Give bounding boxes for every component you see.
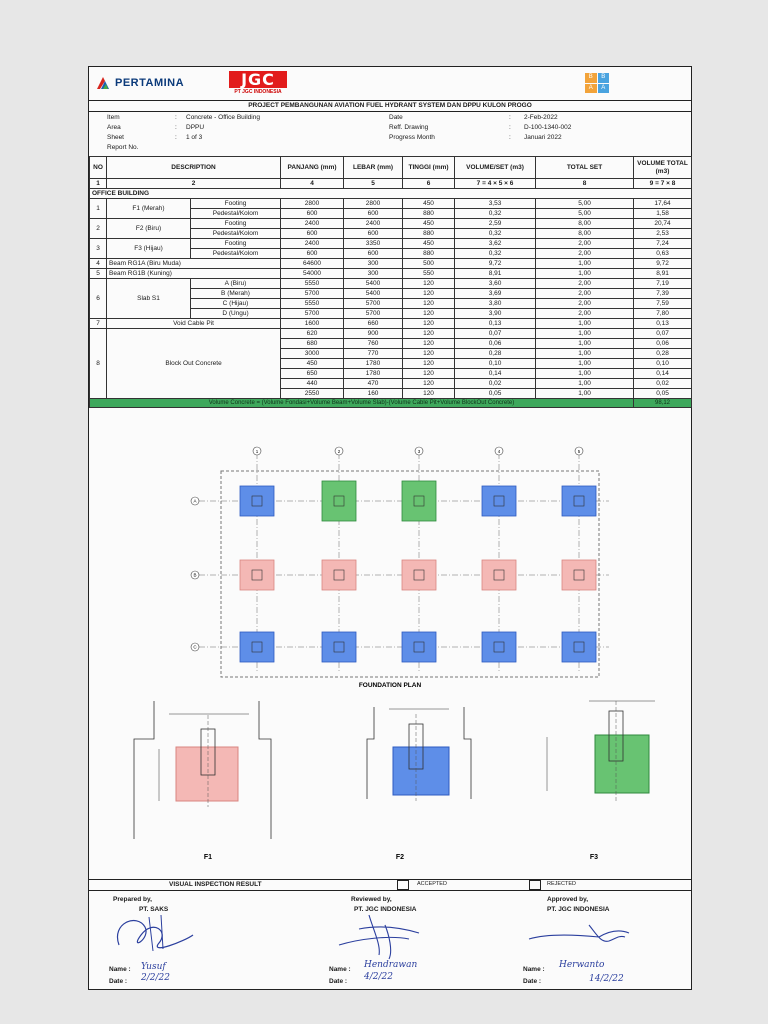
cell-p: 5700: [281, 309, 344, 319]
cell-p: 2400: [281, 219, 344, 229]
cell-vt: 0,10: [634, 359, 692, 369]
cell-name: Void Cable Pit: [107, 319, 281, 329]
num-cell: 7 = 4 × 5 × 6: [455, 179, 536, 189]
cell-p: 5700: [281, 289, 344, 299]
cell-t: 120: [403, 339, 455, 349]
detail-f2: [367, 707, 471, 861]
cell-name: Beam RG1A (Biru Muda): [107, 259, 281, 269]
cell-l: 5400: [344, 279, 403, 289]
cell-s: 1,00: [536, 339, 634, 349]
col-description: DESCRIPTION: [107, 157, 281, 179]
cell-p: 600: [281, 229, 344, 239]
footing-red: [562, 560, 596, 590]
cell-t: 120: [403, 349, 455, 359]
cell-p: 5550: [281, 299, 344, 309]
cell-sub: D (Ungu): [191, 309, 281, 319]
col-tinggi: TINGGI (mm): [403, 157, 455, 179]
accepted-label: ACCEPTED: [417, 881, 447, 887]
cell-p: 3000: [281, 349, 344, 359]
col-lebar: LEBAR (mm): [344, 157, 403, 179]
cell-vt: 0,63: [634, 249, 692, 259]
progress-value: Januari 2022: [524, 134, 562, 141]
cell-s: 8,00: [536, 229, 634, 239]
reviewed-name-label: Name :: [329, 966, 351, 973]
cell-p: 2800: [281, 199, 344, 209]
cell-vt: 7,39: [634, 289, 692, 299]
col-panjang: PANJANG (mm): [281, 157, 344, 179]
reviewed-date: 4/2/22: [364, 972, 393, 982]
f1-footing: [176, 747, 238, 801]
date-label: Date: [389, 114, 403, 121]
cell-name: F3 (Hijau): [107, 239, 191, 259]
cell-v: 2,59: [455, 219, 536, 229]
cell-s: 1,00: [536, 369, 634, 379]
rejected-label: REJECTED: [547, 881, 577, 887]
table-row: [90, 319, 692, 329]
cell-l: 600: [344, 249, 403, 259]
cell-p: 600: [281, 249, 344, 259]
logo-letter: A: [585, 84, 597, 94]
cell-l: 600: [344, 209, 403, 219]
cell-vt: 7,80: [634, 309, 692, 319]
cell-no: 7: [90, 319, 107, 329]
num-cell: 4: [281, 179, 344, 189]
cell-t: 120: [403, 379, 455, 389]
cell-v: 0,32: [455, 209, 536, 219]
col-no: NO: [90, 157, 107, 179]
cell-s: 1,00: [536, 349, 634, 359]
foundation-plan: [191, 447, 609, 677]
prepared-date-label: Date :: [109, 978, 128, 985]
cell-l: 3350: [344, 239, 403, 249]
grid-label: 1: [255, 449, 259, 454]
cell-l: 770: [344, 349, 403, 359]
cell-s: 2,00: [536, 279, 634, 289]
cell-sub: A (Biru): [191, 279, 281, 289]
ground-line: [367, 707, 374, 799]
detail-f3: [547, 701, 655, 861]
progress-label: Progress Month: [389, 134, 435, 141]
cell-no: 2: [90, 219, 107, 239]
cell-p: 450: [281, 359, 344, 369]
reviewed-label: Reviewed by,: [351, 896, 392, 903]
cell-s: 1,00: [536, 319, 634, 329]
cell-vt: 0,07: [634, 329, 692, 339]
cell-p: 680: [281, 339, 344, 349]
section-row: [90, 189, 692, 199]
cell-s: 5,00: [536, 209, 634, 219]
cell-l: 2400: [344, 219, 403, 229]
cell-v: 9,72: [455, 259, 536, 269]
approved-label: Approved by,: [547, 896, 589, 903]
cell-s: 1,00: [536, 379, 634, 389]
col-volume-total-line1: VOLUME TOTAL: [637, 159, 688, 167]
info-block: [89, 112, 691, 156]
cell-sub: Footing: [191, 239, 281, 249]
f3-caption: F3: [589, 854, 599, 861]
cell-s: 2,00: [536, 309, 634, 319]
cell-v: 8,91: [455, 269, 536, 279]
footing-green: [402, 481, 436, 521]
inspection-sheet: [88, 66, 692, 990]
grid-label: 2: [337, 449, 341, 454]
item-value: Concrete - Office Building: [186, 114, 260, 121]
cell-vt: 0,13: [634, 319, 692, 329]
cell-t: 120: [403, 319, 455, 329]
cell-v: 3,69: [455, 289, 536, 299]
cell-vt: 0,02: [634, 379, 692, 389]
cell-t: 120: [403, 389, 455, 399]
f2-footing: [393, 747, 449, 795]
cell-s: 1,00: [536, 259, 634, 269]
cell-vt: 20,74: [634, 219, 692, 229]
grid-label: 5: [577, 449, 581, 454]
ground-line: [134, 701, 154, 839]
cell-v: 0,02: [455, 379, 536, 389]
cell-vt: 2,53: [634, 229, 692, 239]
cell-t: 450: [403, 199, 455, 209]
cell-s: 5,00: [536, 199, 634, 209]
sheet-label: Sheet: [107, 134, 124, 141]
plan-caption: FOUNDATION PLAN: [358, 682, 422, 689]
num-cell: 2: [107, 179, 281, 189]
cell-vt: 7,19: [634, 279, 692, 289]
cell-s: 1,00: [536, 329, 634, 339]
visual-inspection-row: [89, 879, 691, 891]
prepared-name-label: Name :: [109, 966, 131, 973]
footing-red: [482, 560, 516, 590]
col-volume-set: VOLUME/SET (m3): [455, 157, 536, 179]
cell-l: 5700: [344, 309, 403, 319]
cell-t: 120: [403, 369, 455, 379]
cell-l: 5700: [344, 299, 403, 309]
cell-v: 3,62: [455, 239, 536, 249]
signature-scribbles: [89, 905, 691, 965]
inspection-label: VISUAL INSPECTION RESULT: [169, 881, 262, 888]
cell-t: 450: [403, 239, 455, 249]
colon: :: [509, 114, 511, 121]
jgc-logo: [229, 71, 287, 97]
cell-s: 2,00: [536, 239, 634, 249]
cell-vt: 8,91: [634, 269, 692, 279]
approved-name-label: Name :: [523, 966, 545, 973]
cell-p: 54000: [281, 269, 344, 279]
col-total-set: TOTAL SET: [536, 157, 634, 179]
num-cell: 9 = 7 × 8: [634, 179, 692, 189]
prepared-signature: [149, 915, 163, 951]
cell-l: 160: [344, 389, 403, 399]
jgc-subtitle: PT JGC INDONESIA: [234, 89, 282, 95]
footing-blue: [402, 632, 436, 662]
footing-blue: [562, 632, 596, 662]
cell-sub: B (Merah): [191, 289, 281, 299]
table-row: [90, 269, 692, 279]
reviewed-date-label: Date :: [329, 978, 348, 985]
cell-l: 300: [344, 259, 403, 269]
pertamina-wordmark: PERTAMINA: [115, 77, 185, 89]
prepared-name: Yusuf: [141, 962, 166, 972]
f3-footing: [595, 735, 649, 793]
footing-blue: [482, 486, 516, 516]
cell-v: 0,28: [455, 349, 536, 359]
report-label: Report No.: [107, 144, 139, 151]
total-value: 98,12: [634, 399, 692, 408]
footing-blue: [240, 486, 274, 516]
area-label: Area: [107, 124, 121, 131]
cell-no: 3: [90, 239, 107, 259]
cell-sub: Footing: [191, 199, 281, 209]
cell-s: 2,00: [536, 289, 634, 299]
cell-l: 600: [344, 229, 403, 239]
footing-red: [240, 560, 274, 590]
cell-no: 6: [90, 279, 107, 319]
num-cell: 1: [90, 179, 107, 189]
cell-p: 620: [281, 329, 344, 339]
cell-name: Beam RG1B (Kuning): [107, 269, 281, 279]
approved-date-label: Date :: [523, 978, 542, 985]
cell-v: 0,10: [455, 359, 536, 369]
cell-t: 550: [403, 269, 455, 279]
approved-name: Herwanto: [559, 960, 605, 970]
ground-line: [259, 701, 271, 839]
cell-vt: 0,14: [634, 369, 692, 379]
grid-label: B: [193, 572, 197, 578]
colon: :: [175, 124, 177, 131]
footing-blue: [240, 632, 274, 662]
item-label: Item: [107, 114, 120, 121]
prepared-label: Prepared by,: [113, 896, 152, 903]
footing-blue: [322, 632, 356, 662]
cell-l: 300: [344, 269, 403, 279]
client-logo: [585, 73, 609, 93]
grid-label: A: [193, 498, 197, 504]
cell-vt: 9,72: [634, 259, 692, 269]
cell-t: 120: [403, 289, 455, 299]
cell-l: 760: [344, 339, 403, 349]
cell-l: 660: [344, 319, 403, 329]
footing-green: [322, 481, 356, 521]
cell-t: 120: [403, 299, 455, 309]
cell-v: 3,90: [455, 309, 536, 319]
cell-l: 2800: [344, 199, 403, 209]
cell-no: 4: [90, 259, 107, 269]
reff-value: D-100-1340-002: [524, 124, 572, 131]
cell-p: 2400: [281, 239, 344, 249]
detail-f1: [134, 701, 271, 861]
cell-v: 0,32: [455, 249, 536, 259]
cell-t: 500: [403, 259, 455, 269]
cell-t: 880: [403, 209, 455, 219]
prepared-signature: [117, 921, 193, 948]
cell-sub: Footing: [191, 219, 281, 229]
date-value: 2-Feb-2022: [524, 114, 558, 121]
table-row: [90, 329, 692, 339]
cell-vt: 0,05: [634, 389, 692, 399]
cell-name: F1 (Merah): [107, 199, 191, 219]
accepted-checkbox[interactable]: [397, 880, 409, 890]
total-label: Volume Concrete = (Volume Fondasi+Volume Beam+Volume Slab)-(Volume Cable Pit+Volume BlockOut Concrete): [90, 399, 634, 408]
cell-l: 5400: [344, 289, 403, 299]
numbering-row: [90, 179, 692, 189]
cell-s: 8,00: [536, 219, 634, 229]
cell-t: 120: [403, 279, 455, 289]
table-row: [90, 279, 692, 289]
reviewed-name: Hendrawan: [364, 960, 418, 970]
cell-s: 1,00: [536, 269, 634, 279]
cell-v: 0,32: [455, 229, 536, 239]
cell-s: 2,00: [536, 299, 634, 309]
cell-no: 8: [90, 329, 107, 399]
cell-v: 3,53: [455, 199, 536, 209]
foundation-drawing: [89, 439, 691, 877]
cell-l: 1780: [344, 359, 403, 369]
section-label: OFFICE BUILDING: [90, 189, 692, 199]
colon: :: [175, 134, 177, 141]
cell-v: 3,80: [455, 299, 536, 309]
total-row: [90, 399, 692, 408]
colon: :: [509, 124, 511, 131]
footing-red: [402, 560, 436, 590]
pertamina-mark-icon: [95, 75, 111, 91]
cell-t: 120: [403, 329, 455, 339]
project-title: PROJECT PEMBANGUNAN AVIATION FUEL HYDRANT SYSTEM DAN DPPU KULON PROGO: [89, 100, 691, 112]
cell-v: 0,13: [455, 319, 536, 329]
cell-vt: 17,64: [634, 199, 692, 209]
cell-vt: 0,06: [634, 339, 692, 349]
cell-t: 120: [403, 309, 455, 319]
cell-v: 0,14: [455, 369, 536, 379]
header: [89, 67, 691, 100]
logo-letter: A: [598, 84, 610, 94]
cell-l: 1780: [344, 369, 403, 379]
pertamina-logo: [95, 75, 184, 91]
colon: :: [509, 134, 511, 141]
table-row: [90, 259, 692, 269]
grid-label: C: [193, 644, 197, 650]
footing-blue: [482, 632, 516, 662]
prepared-company: PT. SAKS: [139, 906, 169, 913]
cell-name: Slab S1: [107, 279, 191, 319]
cell-vt: 7,24: [634, 239, 692, 249]
cell-l: 470: [344, 379, 403, 389]
cell-sub: Pedestal/Kolom: [191, 229, 281, 239]
grid-label: 4: [497, 449, 501, 454]
reviewed-signature: [339, 915, 419, 959]
num-cell: 5: [344, 179, 403, 189]
table-header: [90, 157, 692, 179]
area-value: DPPU: [186, 124, 205, 131]
col-volume-total: [634, 157, 692, 179]
cell-p: 5550: [281, 279, 344, 289]
cell-vt: 7,59: [634, 299, 692, 309]
reff-label: Reff. Drawing: [389, 124, 429, 131]
cell-v: 0,05: [455, 389, 536, 399]
col-volume-total-line2: (m3): [655, 167, 670, 175]
footing-blue: [562, 486, 596, 516]
cell-p: 650: [281, 369, 344, 379]
ground-line: [464, 707, 471, 799]
colon: :: [175, 114, 177, 121]
cell-l: 900: [344, 329, 403, 339]
logo-letter: B: [598, 73, 610, 83]
table-row: [90, 239, 692, 249]
cell-p: 1600: [281, 319, 344, 329]
cell-sub: Pedestal/Kolom: [191, 249, 281, 259]
cell-vt: 0,28: [634, 349, 692, 359]
cell-no: 1: [90, 199, 107, 219]
num-cell: 8: [536, 179, 634, 189]
cell-v: 3,60: [455, 279, 536, 289]
cell-t: 880: [403, 249, 455, 259]
cell-v: 0,06: [455, 339, 536, 349]
f2-caption: F2: [395, 854, 405, 861]
approved-company: PT. JGC INDONESIA: [547, 906, 610, 913]
cell-p: 440: [281, 379, 344, 389]
prepared-date: 2/2/22: [141, 973, 170, 983]
cell-s: 1,00: [536, 389, 634, 399]
approved-date: 14/2/22: [589, 974, 624, 984]
cell-s: 1,00: [536, 359, 634, 369]
cell-no: 5: [90, 269, 107, 279]
cell-vt: 1,58: [634, 209, 692, 219]
footing-red: [322, 560, 356, 590]
cell-v: 0,07: [455, 329, 536, 339]
cell-name: Block Out Concrete: [107, 329, 281, 399]
table-row: [90, 219, 692, 229]
f1-caption: F1: [203, 854, 213, 861]
volume-table: [89, 156, 692, 408]
sheet-value: 1 of 3: [186, 134, 203, 141]
table-row: [90, 199, 692, 209]
cell-p: 2550: [281, 389, 344, 399]
num-cell: 6: [403, 179, 455, 189]
cell-name: F2 (Biru): [107, 219, 191, 239]
rejected-checkbox[interactable]: [529, 880, 541, 890]
cell-t: 120: [403, 359, 455, 369]
jgc-wordmark: JGC: [229, 71, 287, 88]
cell-s: 2,00: [536, 249, 634, 259]
grid-label: 3: [417, 449, 421, 454]
approved-signature: [529, 925, 629, 941]
cell-p: 64600: [281, 259, 344, 269]
cell-t: 450: [403, 219, 455, 229]
cell-p: 600: [281, 209, 344, 219]
cell-sub: Pedestal/Kolom: [191, 209, 281, 219]
cell-t: 880: [403, 229, 455, 239]
cell-sub: C (Hijau): [191, 299, 281, 309]
reviewed-company: PT. JGC INDONESIA: [354, 906, 417, 913]
logo-letter: B: [585, 73, 597, 83]
